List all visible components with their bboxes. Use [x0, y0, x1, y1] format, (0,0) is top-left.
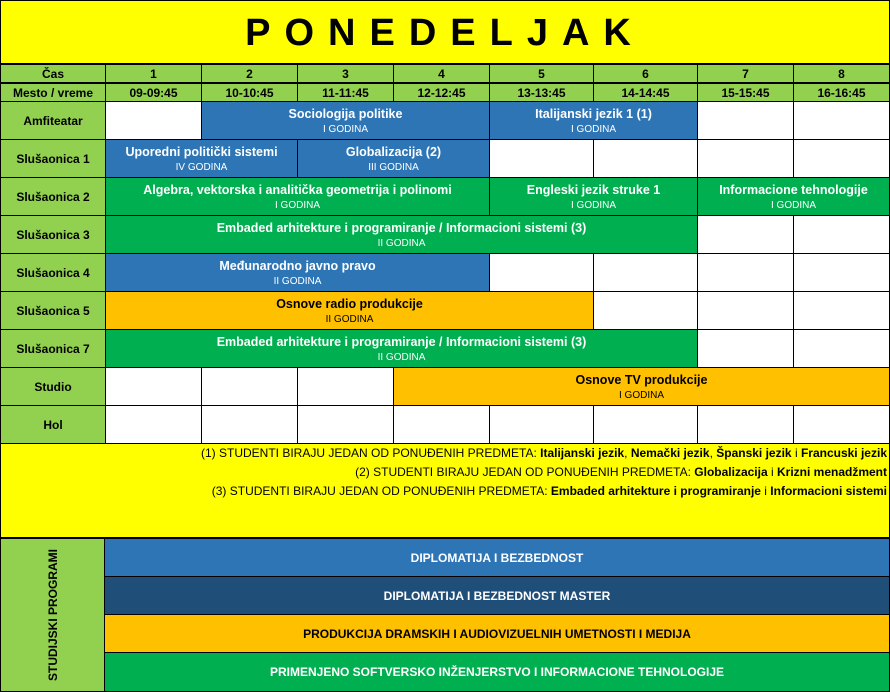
empty-slot [297, 405, 394, 444]
empty-slot [489, 253, 594, 292]
cas-header: Čas [0, 64, 106, 83]
class-name: Embaded arhitekture i programiranje / Informacioni sistemi (3) [216, 220, 587, 235]
room-label: Studio [0, 367, 106, 406]
empty-slot [697, 405, 794, 444]
empty-slot [489, 405, 594, 444]
time-header: 09-09:45 [105, 83, 202, 102]
empty-slot [593, 253, 698, 292]
program-item: DIPLOMATIJA I BEZBEDNOST MASTER [104, 576, 890, 615]
time-header: 10-10:45 [201, 83, 298, 102]
room-label: Amfiteatar [0, 101, 106, 140]
time-header: 11-11:45 [297, 83, 394, 102]
empty-slot [593, 139, 698, 178]
mesto-vreme-header: Mesto / vreme [0, 83, 106, 102]
time-header: 12-12:45 [393, 83, 490, 102]
class-name: Osnove radio produkcije [276, 296, 423, 311]
period-header: 7 [697, 64, 794, 83]
empty-slot [793, 253, 890, 292]
room-label: Slušaonica 1 [0, 139, 106, 178]
room-label: Slušaonica 4 [0, 253, 106, 292]
class-name: Engleski jezik struke 1 [526, 182, 661, 197]
room-label: Hol [0, 405, 106, 444]
empty-slot [793, 101, 890, 140]
time-header: 15-15:45 [697, 83, 794, 102]
room-label: Slušaonica 3 [0, 215, 106, 254]
period-header: 4 [393, 64, 490, 83]
empty-slot [697, 101, 794, 140]
class-name: Uporedni politički sistemi [125, 144, 278, 159]
note-3: (3) STUDENTI BIRAJU JEDAN OD PONUĐENIH PREDMETA: Embaded arhitekture i programiranje i Informacioni sistemi [211, 484, 887, 498]
period-header: 1 [105, 64, 202, 83]
empty-slot [697, 291, 794, 330]
empty-slot [393, 405, 490, 444]
program-item: DIPLOMATIJA I BEZBEDNOST [104, 538, 890, 577]
program-item: PRIMENJENO SOFTVERSKO INŽENJERSTVO I INFORMACIONE TEHNOLOGIJE [104, 652, 890, 692]
period-header: 3 [297, 64, 394, 83]
empty-slot [105, 367, 202, 406]
class-name: Algebra, vektorska i analitička geometrija i polinomi [143, 182, 452, 197]
class-block[interactable] [105, 291, 594, 330]
class-block[interactable] [105, 139, 298, 178]
room-label: Slušaonica 5 [0, 291, 106, 330]
period-header: 8 [793, 64, 890, 83]
empty-slot [297, 367, 394, 406]
note-1: (1) STUDENTI BIRAJU JEDAN OD PONUĐENIH PREDMETA: Italijanski jezik, Nemački jezik, Španski jezik i Francuski jezik [200, 446, 887, 460]
period-header: 5 [489, 64, 594, 83]
class-block[interactable] [297, 139, 490, 178]
time-header: 14-14:45 [593, 83, 698, 102]
empty-slot [593, 405, 698, 444]
class-year: I GODINA [274, 199, 320, 211]
time-header: 16-16:45 [793, 83, 890, 102]
empty-slot [201, 405, 298, 444]
class-block[interactable] [105, 177, 490, 216]
empty-slot [793, 405, 890, 444]
class-block[interactable] [105, 329, 698, 368]
empty-slot [593, 291, 698, 330]
class-name: Osnove TV produkcije [575, 372, 708, 387]
class-name: Informacione tehnologije [719, 182, 868, 197]
programs-label: STUDIJSKI PROGRAMI [45, 548, 60, 682]
notes-panel [0, 443, 890, 538]
class-name: Embaded arhitekture i programiranje / Informacioni sistemi (3) [216, 334, 587, 349]
class-block[interactable] [105, 215, 698, 254]
class-block[interactable] [489, 101, 698, 140]
empty-slot [793, 329, 890, 368]
class-block[interactable] [393, 367, 890, 406]
empty-slot [793, 215, 890, 254]
period-header: 2 [201, 64, 298, 83]
class-year: I GODINA [618, 389, 664, 401]
room-label: Slušaonica 7 [0, 329, 106, 368]
class-block[interactable] [489, 177, 698, 216]
class-block[interactable] [105, 253, 490, 292]
empty-slot [489, 139, 594, 178]
empty-slot [105, 405, 202, 444]
empty-slot [697, 139, 794, 178]
class-year: I GODINA [570, 199, 616, 211]
empty-slot [697, 329, 794, 368]
room-label: Slušaonica 2 [0, 177, 106, 216]
class-year: II GODINA [273, 275, 322, 287]
class-year: I GODINA [570, 123, 616, 135]
class-name: Međunarodno javno pravo [219, 258, 376, 273]
page-title: PONEDELJAK [0, 0, 890, 64]
class-year: III GODINA [368, 161, 419, 173]
class-block[interactable] [697, 177, 890, 216]
class-block[interactable] [201, 101, 490, 140]
empty-slot [697, 253, 794, 292]
class-year: II GODINA [377, 351, 426, 363]
empty-slot [105, 101, 202, 140]
class-year: I GODINA [770, 199, 816, 211]
empty-slot [793, 139, 890, 178]
programs-label-box [0, 538, 105, 692]
class-name: Italijanski jezik 1 (1) [535, 106, 652, 121]
class-year: II GODINA [325, 313, 374, 325]
empty-slot [793, 291, 890, 330]
empty-slot [697, 215, 794, 254]
class-name: Globalizacija (2) [345, 144, 442, 159]
class-year: II GODINA [377, 237, 426, 249]
period-header: 6 [593, 64, 698, 83]
program-item: PRODUKCIJA DRAMSKIH I AUDIOVIZUELNIH UMETNOSTI I MEDIJA [104, 614, 890, 653]
class-year: I GODINA [322, 123, 368, 135]
class-name: Sociologija politike [288, 106, 403, 121]
empty-slot [201, 367, 298, 406]
time-header: 13-13:45 [489, 83, 594, 102]
note-2: (2) STUDENTI BIRAJU JEDAN OD PONUĐENIH PREDMETA: Globalizacija i Krizni menadžment [355, 465, 887, 479]
class-year: IV GODINA [175, 161, 228, 173]
